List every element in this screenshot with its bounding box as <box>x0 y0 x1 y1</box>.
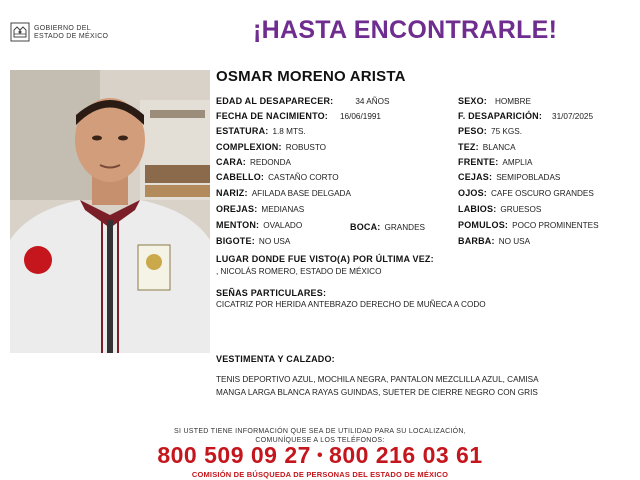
missing-person-photo <box>10 70 210 353</box>
field-value: AFILADA BASE DELGADA <box>251 189 351 198</box>
field-label: OJOS: <box>458 188 488 198</box>
phone-separator: • <box>316 447 324 464</box>
logo-text <box>34 25 108 41</box>
field-value: NO USA <box>498 237 531 246</box>
field-value: SEMIPOBLADAS <box>496 173 561 182</box>
phone-number-1: 800 509 09 27 <box>157 442 311 468</box>
field-ojos <box>458 188 594 199</box>
commission-name: COMISIÓN DE BÚSQUEDA DE PERSONAS DEL ESTADO DE MÉXICO <box>191 470 449 479</box>
field-tez <box>458 142 516 153</box>
field-f-desaparicion <box>458 111 593 122</box>
field-label: CABELLO: <box>216 172 265 182</box>
field-label: F. DESAPARICIÓN: <box>458 111 543 121</box>
field-fecha-nacimiento <box>216 111 381 122</box>
field-value: NO USA <box>258 237 291 246</box>
logo-line2: ESTADO DE MÉXICO <box>34 33 109 40</box>
field-value: OVALADO <box>263 221 303 230</box>
field-value: REDONDA <box>250 158 291 167</box>
field-label: BIGOTE: <box>216 236 255 246</box>
clothing-line2: MANGA LARGA BLANCA RAYAS GUINDAS, SUETER DE CIERRE NEGRO CON GRIS <box>216 388 538 397</box>
field-menton <box>216 220 302 231</box>
field-value: BLANCA <box>482 143 516 152</box>
field-value: 1.8 MTS. <box>272 127 306 136</box>
field-label: CARA: <box>216 157 246 167</box>
person-name: OSMAR MORENO ARISTA <box>216 68 406 85</box>
field-value: CASTAÑO CORTO <box>268 173 339 182</box>
clothing-line1: TENIS DEPORTIVO AZUL, MOCHILA NEGRA, PANTALON MEZCLILLA AZUL, CAMISA <box>216 375 539 384</box>
person-photo-illustration <box>10 70 210 353</box>
field-label: BOCA: <box>350 222 381 232</box>
field-value: HOMBRE <box>495 97 531 106</box>
headline: ¡HASTA ENCONTRARLE! <box>253 16 558 44</box>
phone-number-2: 800 216 03 61 <box>329 442 483 468</box>
field-cabello <box>216 172 339 183</box>
field-cejas <box>458 172 560 183</box>
field-nariz <box>216 188 351 199</box>
field-value: ROBUSTO <box>285 143 327 152</box>
field-label: POMULOS: <box>458 220 509 230</box>
contact-info-line2: COMUNÍQUESE A LOS TELÉFONOS: <box>255 437 385 444</box>
field-label: OREJAS: <box>216 204 258 214</box>
field-label: FRENTE: <box>458 157 499 167</box>
field-pomulos <box>458 220 599 231</box>
logo-line1: GOBIERNO DEL <box>34 25 91 32</box>
field-value: 16/06/1991 <box>340 112 381 121</box>
field-value: POCO PROMINENTES <box>512 221 599 230</box>
field-value: MEDIANAS <box>261 205 305 214</box>
field-orejas <box>216 204 304 215</box>
field-value: 31/07/2025 <box>552 112 594 121</box>
field-label: CEJAS: <box>458 172 493 182</box>
field-value: CAFE OSCURO GRANDES <box>491 189 594 198</box>
field-value: GRUESOS <box>500 205 542 214</box>
field-bigote <box>216 236 290 247</box>
field-label: TEZ: <box>458 142 479 152</box>
field-label: MENTON: <box>216 220 260 230</box>
phone-numbers <box>0 442 640 469</box>
clothing-title: VESTIMENTA Y CALZADO: <box>216 354 335 364</box>
field-value: AMPLIA <box>502 158 533 167</box>
field-label: PESO: <box>458 126 488 136</box>
field-label: BARBA: <box>458 236 495 246</box>
contact-info-line1: SI USTED TIENE INFORMACIÓN QUE SEA DE UTILIDAD PARA SU LOCALIZACIÓN, <box>173 428 467 435</box>
field-label: EDAD AL DESAPARECER: <box>216 96 334 106</box>
field-barba <box>458 236 530 247</box>
state-logo <box>10 20 120 46</box>
field-frente <box>458 157 532 168</box>
field-label: NARIZ: <box>216 188 248 198</box>
coat-of-arms-icon <box>10 22 30 42</box>
marks-text: CICATRIZ POR HERIDA ANTEBRAZO DERECHO DE MUÑECA A CODO <box>216 300 486 309</box>
field-value: 75 KGS. <box>491 127 522 136</box>
field-value: GRANDES <box>384 223 425 232</box>
last-seen-text: , NICOLÁS ROMERO, ESTADO DE MÉXICO <box>216 267 382 276</box>
field-peso <box>458 126 522 137</box>
field-label: FECHA DE NACIMIENTO: <box>216 111 328 121</box>
last-seen-title: LUGAR DONDE FUE VISTO(A) POR ÚLTIMA VEZ: <box>216 254 434 264</box>
field-labios <box>458 204 541 215</box>
field-complexion <box>216 142 326 153</box>
field-cara <box>216 157 291 168</box>
field-estatura <box>216 126 306 137</box>
field-label: LABIOS: <box>458 204 497 214</box>
field-sexo <box>458 96 531 107</box>
field-label: SEXO: <box>458 96 488 106</box>
field-label: ESTATURA: <box>216 126 269 136</box>
field-boca <box>350 222 425 233</box>
field-value: 34 AÑOS <box>355 97 390 106</box>
field-edad <box>216 96 389 107</box>
marks-title: SEÑAS PARTICULARES: <box>216 288 327 298</box>
field-label: COMPLEXION: <box>216 142 282 152</box>
